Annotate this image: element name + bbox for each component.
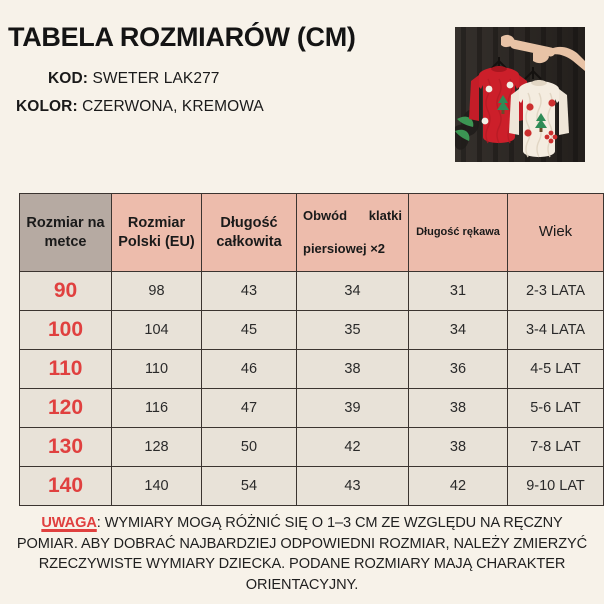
cell-sleeve: 34 (409, 311, 508, 350)
cell-size: 100 (20, 311, 112, 350)
cell-eu: 116 (112, 389, 202, 428)
column-header-size-label: Rozmiar na metce (20, 194, 112, 272)
cell-eu: 98 (112, 272, 202, 311)
cell-eu: 128 (112, 428, 202, 467)
cell-length: 45 (202, 311, 297, 350)
cell-size: 90 (20, 272, 112, 311)
table-row (20, 467, 604, 506)
column-header-total-length: Długość całkowita (202, 194, 297, 272)
table-row (20, 428, 604, 467)
page-title: TABELA ROZMIARÓW (CM) (8, 22, 356, 52)
cell-chest: 34 (297, 272, 409, 311)
table-row (20, 311, 604, 350)
product-code-label: KOD: (48, 70, 89, 87)
cell-sleeve: 38 (409, 428, 508, 467)
cell-eu: 140 (112, 467, 202, 506)
disclaimer-text: : WYMIARY MOGĄ RÓŻNIĆ SIĘ O 1–3 CM ZE WZGLĘDU NA RĘCZNY POMIAR. ABY DOBRAĆ NAJBARDZIEJ ODPOWIEDNI ROZMIAR, NALEŻY ZMIERZYĆ RZECZYWISTE WYMIARY DZIECKA. PODANE ROZMIARY MAJĄ CHARAKTER ORIENTACYJNY. (16, 515, 588, 594)
cell-size: 120 (20, 389, 112, 428)
column-header-sleeve-length: Długość rękawa (409, 194, 508, 272)
size-chart-table (19, 193, 604, 506)
table-row (20, 272, 604, 311)
cell-length: 50 (202, 428, 297, 467)
product-color-value: CZERWONA, KREMOWA (82, 98, 264, 115)
cell-eu: 110 (112, 350, 202, 389)
disclaimer-label: UWAGA (41, 515, 97, 531)
cell-size: 110 (20, 350, 112, 389)
cell-length: 54 (202, 467, 297, 506)
cell-size: 140 (20, 467, 112, 506)
product-color-line (16, 98, 264, 116)
cell-age: 3-4 LATA (508, 311, 604, 350)
header-area (0, 0, 604, 180)
cell-age: 5-6 LAT (508, 389, 604, 428)
cell-age: 7-8 LAT (508, 428, 604, 467)
product-photo (455, 27, 585, 162)
product-color-label: KOLOR: (16, 98, 78, 115)
cell-chest: 39 (297, 389, 409, 428)
product-code-value: SWETER LAK277 (92, 70, 220, 87)
cell-sleeve: 36 (409, 350, 508, 389)
product-code-line (48, 70, 220, 88)
cell-chest: 43 (297, 467, 409, 506)
cell-size: 130 (20, 428, 112, 467)
table-row (20, 350, 604, 389)
cell-chest: 35 (297, 311, 409, 350)
cell-sleeve: 38 (409, 389, 508, 428)
column-header-age: Wiek (508, 194, 604, 272)
cell-length: 43 (202, 272, 297, 311)
cell-length: 46 (202, 350, 297, 389)
column-header-chest-line1: Obwód klatki (303, 208, 402, 224)
cell-age: 4-5 LAT (508, 350, 604, 389)
cell-chest: 38 (297, 350, 409, 389)
table-header-row (20, 194, 604, 272)
column-header-chest-line2: piersiowej ×2 (303, 240, 386, 256)
cell-length: 47 (202, 389, 297, 428)
cell-chest: 42 (297, 428, 409, 467)
cell-age: 2-3 LATA (508, 272, 604, 311)
cell-sleeve: 42 (409, 467, 508, 506)
column-header-eu-size: Rozmiar Polski (EU) (112, 194, 202, 272)
disclaimer-note (10, 513, 594, 596)
cell-age: 9-10 LAT (508, 467, 604, 506)
table-row (20, 389, 604, 428)
cell-sleeve: 31 (409, 272, 508, 311)
column-header-chest (297, 194, 409, 272)
cell-eu: 104 (112, 311, 202, 350)
